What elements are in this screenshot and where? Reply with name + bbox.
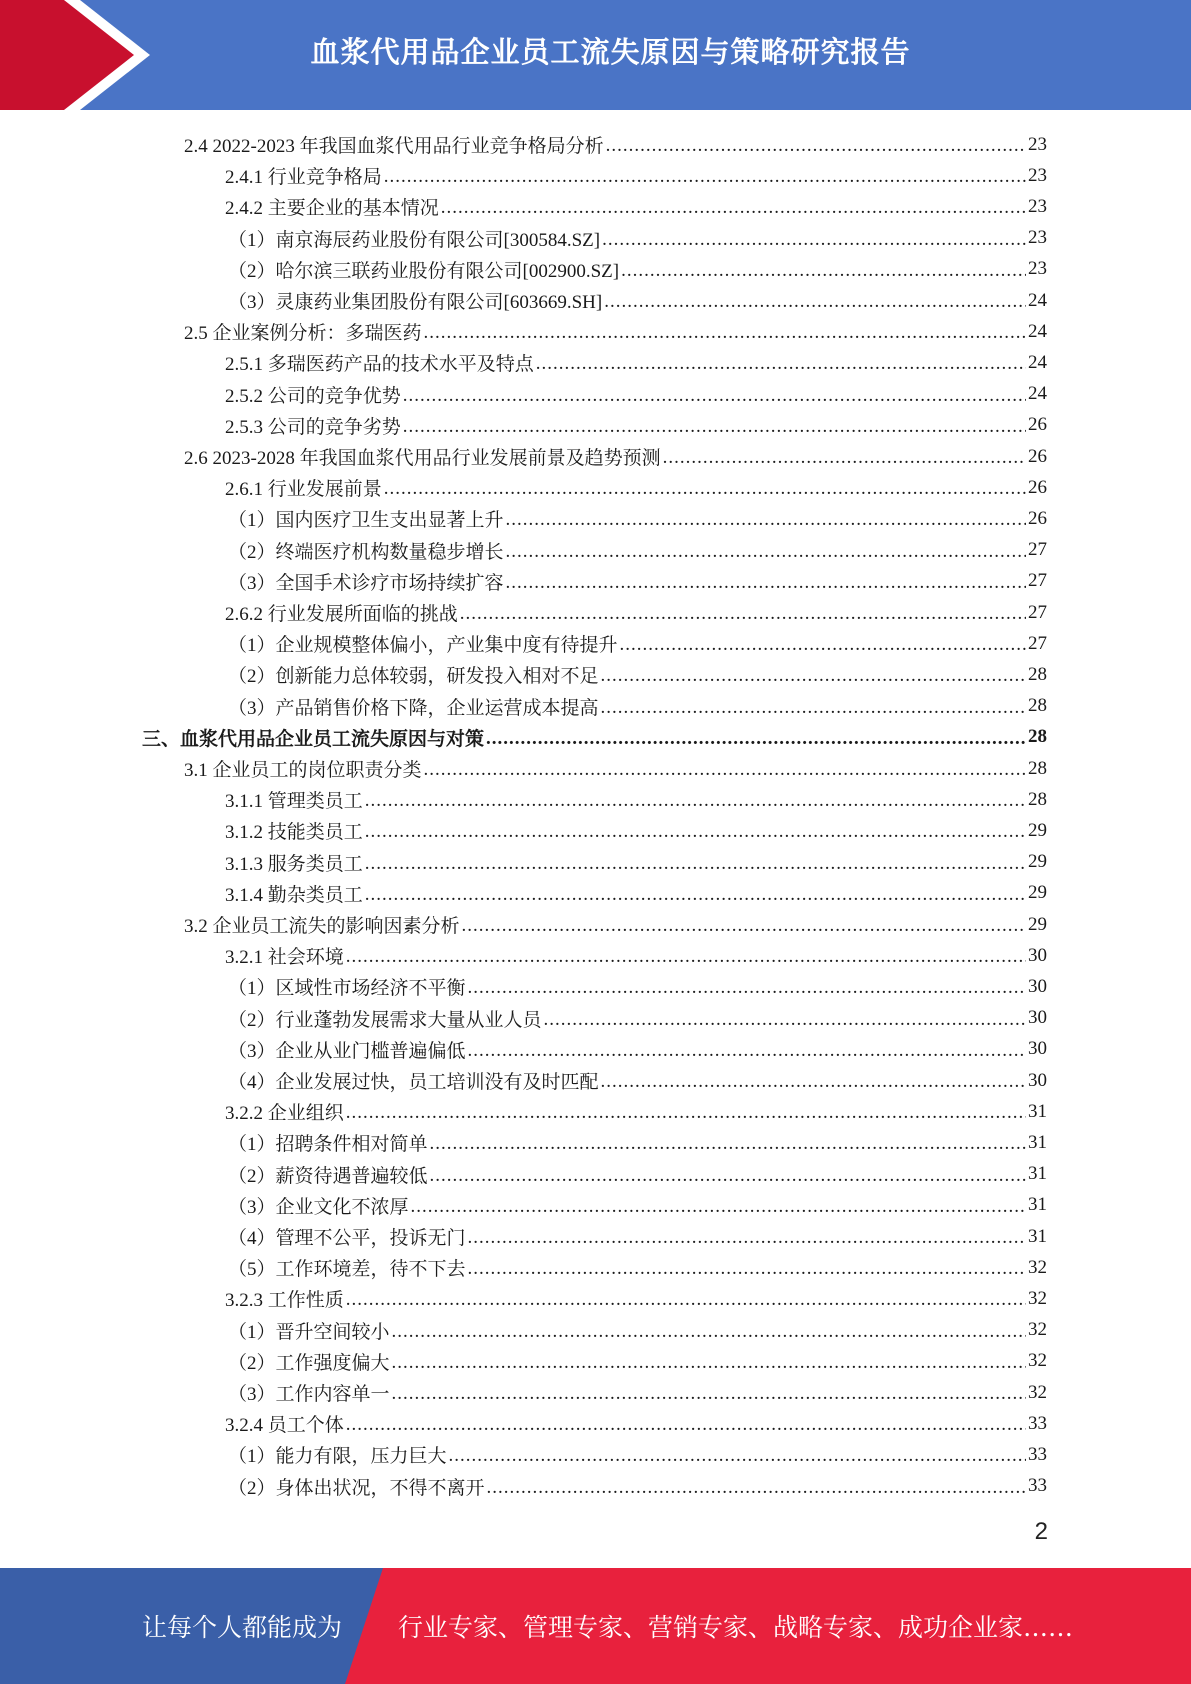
toc-entry-page: 31 — [1028, 1194, 1047, 1216]
toc-entry[interactable] — [184, 753, 1047, 784]
toc-entry-page: 30 — [1028, 1038, 1047, 1060]
footer-slogan-left: 让每个人都能成为 — [142, 1613, 343, 1642]
toc-entry-page: 23 — [1028, 164, 1047, 186]
toc-entry-label: （3）企业从业门槛普遍偏低 — [228, 1040, 466, 1062]
toc-entry-page: 28 — [1028, 757, 1047, 779]
toc-entry-label: 2.4.2 主要企业的基本情况 — [225, 198, 439, 220]
toc-leader-dots — [506, 509, 1026, 531]
toc-entry-page: 32 — [1028, 1287, 1047, 1309]
toc-entry-label: （2）行业蓬勃发展需求大量从业人员 — [228, 1009, 542, 1031]
toc-leader-dots — [430, 1133, 1026, 1155]
toc-leader-dots — [663, 447, 1026, 469]
toc-entry[interactable] — [225, 1408, 1047, 1439]
toc-entry-page: 28 — [1028, 695, 1047, 717]
toc-entry-page: 27 — [1028, 539, 1047, 561]
toc-entry-label: （1）区域性市场经济不平衡 — [228, 978, 466, 1000]
toc-entry[interactable] — [184, 909, 1047, 940]
toc-leader-dots — [424, 759, 1026, 781]
toc-leader-dots — [601, 1071, 1026, 1093]
toc-entry[interactable] — [228, 1377, 1047, 1408]
toc-entry-page: 24 — [1028, 289, 1047, 311]
header-arrow-decoration — [0, 0, 160, 110]
toc-entry-label: （2）创新能力总体较弱，研发投入相对不足 — [228, 666, 599, 688]
toc-leader-dots — [346, 946, 1026, 968]
toc-entry[interactable] — [225, 1283, 1047, 1314]
toc-leader-dots — [411, 1196, 1026, 1218]
toc-entry[interactable] — [225, 1096, 1047, 1127]
toc-entry-label: （1）招聘条件相对简单 — [228, 1134, 428, 1156]
toc-entry-page: 29 — [1028, 851, 1047, 873]
toc-leader-dots — [544, 1009, 1026, 1031]
toc-leader-dots — [468, 977, 1026, 999]
toc-entry[interactable] — [228, 1346, 1047, 1377]
toc-entry-label: 2.4 2022-2023 年我国血浆代用品行业竞争格局分析 — [184, 136, 604, 157]
toc-entry[interactable] — [228, 1034, 1047, 1065]
toc-entry-label: 3.2.1 社会环境 — [225, 947, 344, 969]
toc-entry-label: 2.6.1 行业发展前景 — [225, 479, 382, 501]
toc-entry-label: 2.5 企业案例分析：多瑞医药 — [184, 323, 422, 345]
toc-leader-dots — [430, 1165, 1026, 1187]
toc-entry-label: 2.6.2 行业发展所面临的挑战 — [225, 604, 458, 625]
toc-leader-dots — [403, 416, 1026, 438]
toc-entry[interactable] — [228, 535, 1047, 566]
toc-entry-page: 30 — [1028, 944, 1047, 966]
toc-entry-page: 26 — [1028, 476, 1047, 498]
toc-leader-dots — [506, 541, 1026, 563]
toc-leader-dots — [486, 728, 1026, 750]
toc-entry[interactable] — [225, 940, 1047, 971]
toc-leader-dots — [346, 1289, 1026, 1311]
toc-leader-dots — [346, 1102, 1026, 1124]
toc-entry[interactable] — [228, 1065, 1047, 1096]
toc-entry-page: 32 — [1028, 1381, 1047, 1403]
toc-entry[interactable] — [225, 472, 1047, 503]
toc-leader-dots — [620, 634, 1026, 656]
toc-entry-label: （3）全国手术诊疗市场持续扩容 — [228, 572, 504, 594]
toc-entry[interactable] — [228, 1003, 1047, 1034]
toc-entry[interactable] — [184, 129, 1047, 160]
toc-entry-page: 26 — [1028, 414, 1047, 436]
toc-entry-page: 24 — [1028, 383, 1047, 405]
toc-entry-page: 33 — [1028, 1475, 1047, 1497]
toc-leader-dots — [424, 322, 1026, 344]
toc-entry-label: 2.4.1 行业竞争格局 — [225, 167, 382, 189]
toc-entry-page: 32 — [1028, 1256, 1047, 1278]
toc-entry-label: （1）能力有限，压力巨大 — [228, 1446, 447, 1468]
toc-entry-label: 2.6 2023-2028 年我国血浆代用品行业发展前景及趋势预测 — [184, 448, 661, 469]
toc-entry[interactable] — [142, 722, 1047, 753]
header-banner — [0, 0, 1191, 110]
toc-entry-label: （3）灵康药业集团股份有限公司[603669.SH] — [228, 292, 603, 313]
toc-leader-dots — [449, 1445, 1026, 1467]
toc-entry-page: 31 — [1028, 1225, 1047, 1247]
toc-entry[interactable] — [228, 691, 1047, 722]
toc-leader-dots — [468, 1227, 1026, 1249]
toc-entry-label: 3.1.4 勤杂类员工 — [225, 884, 363, 906]
toc-entry-page: 30 — [1028, 1007, 1047, 1029]
toc-entry-page: 28 — [1028, 788, 1047, 810]
toc-entry-page: 23 — [1028, 258, 1047, 280]
toc-leader-dots — [365, 853, 1026, 875]
toc-entry[interactable] — [228, 223, 1047, 254]
toc-entry[interactable] — [228, 1471, 1047, 1502]
toc-entry[interactable] — [225, 815, 1047, 846]
toc-entry[interactable] — [228, 971, 1047, 1002]
toc-entry-page: 26 — [1028, 507, 1047, 529]
toc-entry[interactable] — [228, 1315, 1047, 1346]
toc-entry-label: （3）企业文化不浓厚 — [228, 1196, 409, 1218]
toc-entry[interactable] — [225, 878, 1047, 909]
toc-entry-label: 3.1.2 技能类员工 — [225, 822, 363, 844]
toc-entry-label: （2）终端医疗机构数量稳步增长 — [228, 541, 504, 563]
toc-leader-dots — [460, 603, 1026, 625]
toc-entry-label: （1）南京海辰药业股份有限公司[300584.SZ] — [228, 229, 601, 251]
toc-entry-label: 三、血浆代用品企业员工流失原因与对策 — [142, 728, 485, 750]
toc-entry-page: 29 — [1028, 913, 1047, 935]
toc-entry-label: 3.2.2 企业组织 — [225, 1103, 344, 1125]
toc-leader-dots — [365, 884, 1026, 906]
toc-entry-label: （2）工作强度偏大 — [228, 1352, 390, 1374]
toc-entry[interactable] — [225, 160, 1047, 191]
toc-entry-page: 27 — [1028, 570, 1047, 592]
toc-entry-page: 30 — [1028, 1069, 1047, 1091]
toc-entry[interactable] — [228, 628, 1047, 659]
toc-entry-page: 31 — [1028, 1131, 1047, 1153]
toc-entry-label: 2.5.1 多瑞医药产品的技术水平及特点 — [225, 354, 534, 376]
toc-entry-page: 31 — [1028, 1100, 1047, 1122]
toc-entry[interactable] — [184, 441, 1047, 472]
toc-entry[interactable] — [228, 1221, 1047, 1252]
toc-entry[interactable] — [225, 191, 1047, 222]
toc-leader-dots — [365, 790, 1026, 812]
toc-entry-page: 28 — [1028, 663, 1047, 685]
toc-entry-label: 3.1.1 管理类员工 — [225, 791, 363, 813]
toc-entry-label: （1）企业规模整体偏小，产业集中度有待提升 — [228, 635, 618, 657]
toc-entry[interactable] — [228, 566, 1047, 597]
toc-leader-dots — [601, 665, 1026, 687]
toc-entry-label: （2）哈尔滨三联药业股份有限公司[002900.SZ] — [228, 260, 620, 282]
toc-leader-dots — [441, 197, 1026, 219]
toc-entry-page: 27 — [1028, 632, 1047, 654]
toc-entry[interactable] — [225, 597, 1047, 628]
toc-entry-label: 3.2.3 工作性质 — [225, 1290, 344, 1312]
toc-entry[interactable] — [228, 1159, 1047, 1190]
toc-entry-page: 27 — [1028, 601, 1047, 623]
toc-entry-page: 29 — [1028, 882, 1047, 904]
toc-entry-page: 30 — [1028, 975, 1047, 997]
footer-banner — [0, 1568, 1191, 1684]
toc-entry[interactable] — [228, 254, 1047, 285]
toc-entry-page: 24 — [1028, 351, 1047, 373]
toc-entry-label: （1）晋升空间较小 — [228, 1321, 390, 1343]
toc-entry[interactable] — [228, 1252, 1047, 1283]
toc-leader-dots — [403, 385, 1026, 407]
toc-entry[interactable] — [225, 379, 1047, 410]
toc-entry-page: 23 — [1028, 195, 1047, 217]
toc-entry-page: 33 — [1028, 1412, 1047, 1434]
toc-leader-dots — [365, 821, 1026, 843]
toc-entry-page: 24 — [1028, 320, 1047, 342]
toc-leader-dots — [384, 478, 1026, 500]
toc-entry-label: 3.1 企业员工的岗位职责分类 — [184, 760, 422, 781]
toc-entry[interactable] — [228, 659, 1047, 690]
toc-entry-page: 26 — [1028, 445, 1047, 467]
toc-entry[interactable] — [228, 1190, 1047, 1221]
toc-entry-label: 3.2 企业员工流失的影响因素分析 — [184, 916, 460, 937]
toc-entry-label: （4）管理不公平，投诉无门 — [228, 1228, 466, 1249]
toc-entry[interactable] — [228, 1127, 1047, 1158]
toc-entry-label: （2）薪资待遇普遍较低 — [228, 1165, 428, 1187]
toc-entry[interactable] — [225, 784, 1047, 815]
footer-slogan-right: 行业专家、管理专家、营销专家、战略专家、成功企业家…… — [398, 1613, 1074, 1642]
toc-leader-dots — [468, 1258, 1026, 1280]
document-title: 血浆代用品企业员工流失原因与策略研究报告 — [310, 34, 911, 69]
toc-entry-page: 23 — [1028, 133, 1047, 155]
toc-leader-dots — [604, 291, 1026, 313]
toc-entry[interactable] — [228, 503, 1047, 534]
toc-entry-label: （5）工作环境差，待不下去 — [228, 1259, 466, 1281]
toc-entry-page: 33 — [1028, 1443, 1047, 1465]
page-number: 2 — [1034, 1518, 1048, 1545]
toc-entry-label: （2）身体出状况，不得不离开 — [228, 1477, 485, 1499]
toc-entry-page: 23 — [1028, 227, 1047, 249]
toc-entry-label: 2.5.3 公司的竞争劣势 — [225, 416, 401, 438]
toc-leader-dots — [392, 1321, 1026, 1343]
toc-entry-label: 2.5.2 公司的竞争优势 — [225, 385, 401, 407]
toc-leader-dots — [487, 1477, 1026, 1499]
toc-entry[interactable] — [228, 285, 1047, 316]
toc-leader-dots — [468, 1040, 1026, 1062]
toc-entry-page: 32 — [1028, 1350, 1047, 1372]
toc-entry-label: （4）企业发展过快，员工培训没有及时匹配 — [228, 1072, 599, 1093]
toc-entry[interactable] — [225, 847, 1047, 878]
toc-entry-page: 29 — [1028, 819, 1047, 841]
toc-leader-dots — [506, 572, 1026, 594]
toc-entry-page: 32 — [1028, 1319, 1047, 1341]
toc-leader-dots — [392, 1352, 1026, 1374]
toc-entry-label: 3.2.4 员工个体 — [225, 1415, 344, 1437]
toc-entry-page: 28 — [1028, 726, 1047, 748]
toc-leader-dots — [346, 1414, 1026, 1436]
toc-entry-label: （3）产品销售价格下降，企业运营成本提高 — [228, 697, 599, 719]
toc-leader-dots — [606, 135, 1026, 157]
toc-entry-label: （1）国内医疗卫生支出显著上升 — [228, 510, 504, 532]
toc-leader-dots — [536, 353, 1026, 375]
toc-leader-dots — [462, 915, 1026, 937]
toc-leader-dots — [601, 697, 1026, 719]
toc-leader-dots — [392, 1383, 1026, 1405]
toc-entry[interactable] — [225, 410, 1047, 441]
toc-entry-label: 3.1.3 服务类员工 — [225, 853, 363, 875]
toc-entry-label: （3）工作内容单一 — [228, 1384, 390, 1405]
toc-entry[interactable] — [228, 1439, 1047, 1470]
toc-leader-dots — [602, 229, 1026, 251]
toc-leader-dots — [621, 260, 1026, 282]
toc-leader-dots — [384, 166, 1026, 188]
toc-entry-page: 31 — [1028, 1163, 1047, 1185]
toc-entry[interactable] — [184, 316, 1047, 347]
toc-entry[interactable] — [225, 347, 1047, 378]
